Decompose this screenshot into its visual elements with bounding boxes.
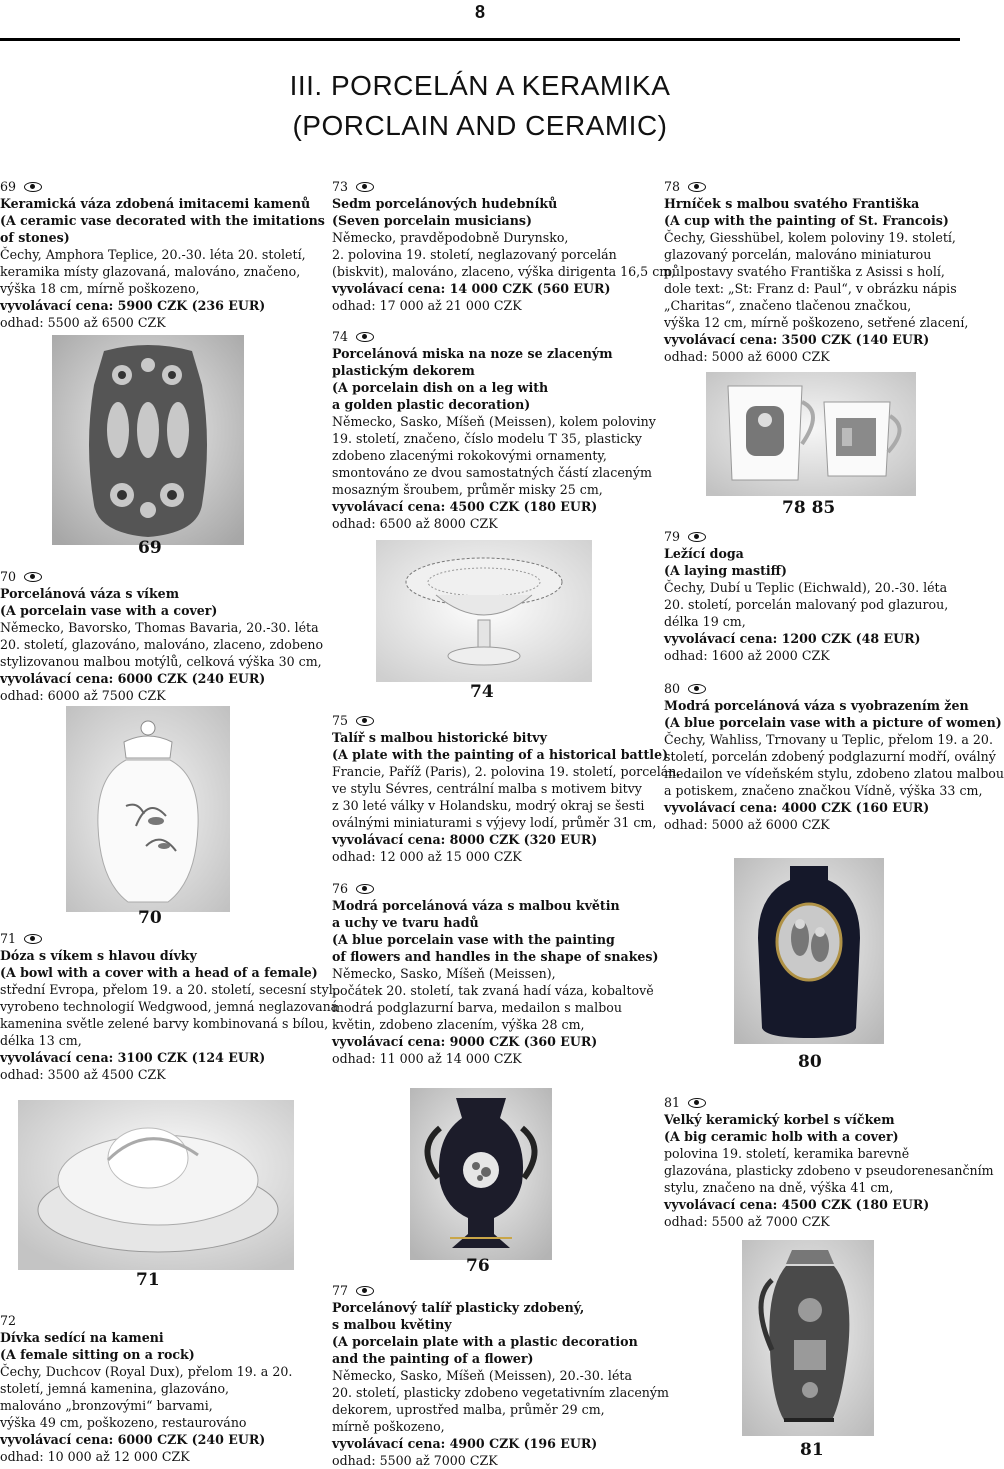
lot-price: vyvolávací cena: 4500 CZK (180 EUR): [332, 499, 598, 514]
lot-description: Německo, Sasko, Míšeň (Meissen), kolem poloviny: [332, 414, 656, 429]
lot-title-en: of flowers and handles in the shape of snakes): [332, 949, 659, 964]
lot-description: modrá podglazurní barva, medailon s malbou: [332, 1000, 622, 1015]
lot-description: výška 18 cm, mírně poškozeno,: [0, 281, 200, 296]
lot-description: Čechy, Duchcov (Royal Dux), přelom 19. a 20.: [0, 1364, 293, 1379]
section-title: III. PORCELÁN A KERAMIKA: [289, 70, 671, 101]
lot-number: 78: [664, 179, 681, 194]
lot-title-en: (A female sitting on a rock): [0, 1347, 195, 1362]
lot-title-cz: s malbou květiny: [332, 1317, 452, 1332]
lot-title-en: (A cup with the painting of St. Francois): [664, 213, 949, 228]
lot-description: délka 13 cm,: [0, 1033, 82, 1048]
lot-description: Čechy, Giesshübel, kolem poloviny 19. století,: [664, 230, 956, 245]
figure-caption: 78 85: [782, 498, 836, 518]
lot-description: Německo, Sasko, Míšeň (Meissen), 20.-30. léta: [332, 1368, 632, 1383]
lot-title-en: (A porcelain dish on a leg with: [332, 380, 549, 395]
lot-price: vyvolávací cena: 8000 CZK (320 EUR): [332, 832, 598, 847]
lot-description: keramika místy glazovaná, malováno, značeno,: [0, 264, 301, 279]
lot-description: 2. polovina 19. století, neglazovaný porcelán: [332, 247, 617, 262]
lot-title-en: a golden plastic decoration): [332, 397, 531, 412]
lot-75: [332, 712, 681, 865]
lot-description: oválnými miniaturami s výjevy lodí, průměr 31 cm,: [332, 815, 657, 830]
lot-description: století, jemná kamenina, glazováno,: [0, 1381, 230, 1396]
eye-icon[interactable]: [24, 182, 42, 192]
lot-title-cz: Porcelánový talíř plasticky zdobený,: [332, 1300, 585, 1315]
eye-icon[interactable]: [24, 934, 42, 944]
lot-title-cz: Modrá porcelánová váza s malbou květin: [332, 898, 620, 913]
lot-title-cz: Talíř s malbou historické bitvy: [332, 730, 547, 745]
lot-title-en: and the painting of a flower): [332, 1351, 534, 1366]
lot-title-en: (A laying mastiff): [664, 563, 787, 578]
lot-description: mosazným šroubem, průměr misky 25 cm,: [332, 482, 603, 497]
lot-description: (biskvit), malováno, zlaceno, výška dirigenta 16,5 cm,: [332, 264, 676, 279]
lot-title-en: of stones): [0, 230, 70, 245]
lot-description: vyrobeno technologií Wedgwood, jemná neglazovaná: [0, 999, 339, 1014]
lot-title-cz: Modrá porcelánová váza s vyobrazením žen: [664, 698, 969, 713]
lot-description: 20. století, porcelán malovaný pod glazurou,: [664, 597, 949, 612]
lot-title-cz: Dóza s víkem s hlavou dívky: [0, 948, 197, 963]
section-subtitle: (PORCLAIN AND CERAMIC): [292, 110, 668, 141]
lot-number: 79: [664, 529, 681, 544]
lot-title-cz: Porcelánová miska na noze se zlaceným: [332, 346, 613, 361]
lot-description: Německo, Sasko, Míšeň (Meissen),: [332, 966, 556, 981]
lot-description: glazovaný porcelán, malováno miniaturou: [664, 247, 932, 262]
figure-caption: 71: [136, 1270, 160, 1290]
figure-caption: 76: [466, 1256, 490, 1276]
lot-number: 69: [0, 179, 17, 194]
lot-price: vyvolávací cena: 14 000 CZK (560 EUR): [332, 281, 611, 296]
lot-description: z 30 leté války v Holandsku, modrý okraj se šesti: [332, 798, 645, 813]
eye-icon[interactable]: [24, 572, 42, 582]
lot-description: Německo, pravděpodobně Durynsko,: [332, 230, 569, 245]
eye-icon[interactable]: [688, 532, 706, 542]
lot-description: mírně poškozeno,: [332, 1419, 445, 1434]
lot-title-cz: a uchy ve tvaru hadů: [332, 915, 479, 930]
lot-description: výška 12 cm, mírně poškozeno, setřené zlacení,: [664, 315, 969, 330]
lot-72: [0, 1312, 300, 1465]
lot-description: Německo, Bavorsko, Thomas Bavaria, 20.-30. léta: [0, 620, 319, 635]
photo-porcelain-dish: [376, 540, 592, 682]
lot-price: vyvolávací cena: 6000 CZK (240 EUR): [0, 671, 266, 686]
eye-icon[interactable]: [356, 182, 374, 192]
lot-number: 75: [332, 713, 349, 728]
lot-price: vyvolávací cena: 4500 CZK (180 EUR): [664, 1197, 930, 1212]
lot-estimate: odhad: 5000 až 6000 CZK: [664, 349, 830, 364]
lot-title-cz: Hrníček s malbou svatého Františka: [664, 196, 920, 211]
lot-76: [332, 880, 659, 1067]
eye-icon[interactable]: [356, 1286, 374, 1296]
lot-title-en: (A plate with the painting of a historical battle): [332, 747, 669, 762]
lot-title-en: (A porcelain plate with a plastic decoration: [332, 1334, 638, 1349]
lot-description: stylu, značeno na dně, výška 41 cm,: [664, 1180, 894, 1195]
lot-price: vyvolávací cena: 1200 CZK (48 EUR): [664, 631, 921, 646]
eye-icon[interactable]: [688, 1098, 706, 1108]
lot-description: délka 19 cm,: [664, 614, 746, 629]
lot-title-en: (A porcelain vase with a cover): [0, 603, 218, 618]
photo-snake-handle-vase: [410, 1088, 552, 1260]
eye-icon[interactable]: [688, 684, 706, 694]
lot-description: 20. století, plasticky zdobeno vegetativním zlaceným: [332, 1385, 669, 1400]
lot-description: malováno „bronzovými“ barvami,: [0, 1398, 213, 1413]
lot-price: vyvolávací cena: 4900 CZK (196 EUR): [332, 1436, 598, 1451]
figure-caption: 80: [798, 1052, 822, 1072]
lot-description: Čechy, Wahliss, Trnovany u Teplic, přelom 19. a 20.: [664, 732, 993, 747]
lot-69: [0, 178, 325, 331]
lot-description: výška 49 cm, poškozeno, restaurováno: [0, 1415, 247, 1430]
lot-estimate: odhad: 3500 až 4500 CZK: [0, 1067, 166, 1082]
figure-caption: 81: [800, 1440, 824, 1460]
lot-title-cz: plastickým dekorem: [332, 363, 475, 378]
figure-caption: 74: [470, 682, 494, 702]
lot-description: dekorem, uprostřed malba, průměr 29 cm,: [332, 1402, 605, 1417]
lot-title-en: (A big ceramic holb with a cover): [664, 1129, 899, 1144]
lot-title-en: (A blue porcelain vase with the painting: [332, 932, 615, 947]
lot-title-en: (A blue porcelain vase with a picture of women): [664, 715, 1002, 730]
photo-blue-vase-women: [734, 858, 884, 1044]
lot-number: 72: [0, 1313, 17, 1328]
photo-bowl-with-head: [18, 1100, 294, 1270]
lot-description: stylizovanou malbou motýlů, celková výška 30 cm,: [0, 654, 322, 669]
figure-caption: 70: [138, 908, 162, 928]
lot-description: Čechy, Dubí u Teplic (Eichwald), 20.-30. léta: [664, 580, 948, 595]
lot-estimate: odhad: 5500 až 7000 CZK: [332, 1453, 498, 1468]
lot-description: půlpostavy svatého Františka z Asissi s holí,: [664, 264, 945, 279]
lot-78: [664, 178, 969, 365]
lot-estimate: odhad: 5000 až 6000 CZK: [664, 817, 830, 832]
lot-price: vyvolávací cena: 3500 CZK (140 EUR): [664, 332, 930, 347]
lot-title-en: (A ceramic vase decorated with the imitations: [0, 213, 325, 228]
lot-number: 77: [332, 1283, 349, 1298]
lot-number: 80: [664, 681, 681, 696]
lot-number: 74: [332, 329, 349, 344]
lot-estimate: odhad: 5500 až 6500 CZK: [0, 315, 166, 330]
photo-ceramic-tankard: [742, 1240, 874, 1436]
lot-title-en: (Seven porcelain musicians): [332, 213, 532, 228]
lot-estimate: odhad: 6000 až 7500 CZK: [0, 688, 166, 703]
photo-porcelain-vase-lid: [66, 706, 230, 912]
figure-caption: 69: [138, 538, 162, 558]
lot-title-cz: Sedm porcelánových hudebníků: [332, 196, 558, 211]
lot-number: 70: [0, 569, 17, 584]
lot-description: medailon ve vídeňském stylu, zdobeno zlatou malbou: [664, 766, 1004, 781]
lot-title-cz: Velký keramický korbel s víčkem: [664, 1112, 895, 1127]
lot-description: polovina 19. století, keramika barevně: [664, 1146, 910, 1161]
header-rule: [0, 38, 960, 41]
lot-estimate: odhad: 17 000 až 21 000 CZK: [332, 298, 522, 313]
lot-80: [664, 680, 1004, 833]
lot-description: 20. století, glazováno, malováno, zlaceno, zdobeno: [0, 637, 324, 652]
lot-description: ve stylu Sévres, centrální malba s motivem bitvy: [332, 781, 642, 796]
lot-estimate: odhad: 5500 až 7000 CZK: [664, 1214, 830, 1229]
lot-estimate: odhad: 12 000 až 15 000 CZK: [332, 849, 522, 864]
lot-number: 73: [332, 179, 349, 194]
lot-description: „Charitas“, značeno tlačenou značkou,: [664, 298, 912, 313]
lot-description: glazována, plasticky zdobeno v pseudorenesančním: [664, 1163, 994, 1178]
lot-price: vyvolávací cena: 6000 CZK (240 EUR): [0, 1432, 266, 1447]
lot-77: [332, 1282, 669, 1469]
lot-price: vyvolávací cena: 3100 CZK (124 EUR): [0, 1050, 266, 1065]
eye-icon[interactable]: [688, 182, 706, 192]
lot-71: [0, 930, 339, 1083]
lot-70: [0, 568, 324, 704]
lot-title-cz: Porcelánová váza s víkem: [0, 586, 180, 601]
eye-icon[interactable]: [356, 716, 374, 726]
lot-79: [664, 528, 964, 664]
lot-estimate: odhad: 11 000 až 14 000 CZK: [332, 1051, 522, 1066]
lot-description: století, porcelán zdobený podglazurní modří, oválný: [664, 749, 996, 764]
lot-description: a potiskem, značeno značkou Vídně, výška 33 cm,: [664, 783, 983, 798]
lot-estimate: odhad: 6500 až 8000 CZK: [332, 516, 498, 531]
lot-title-cz: Keramická váza zdobená imitacemi kamenů: [0, 196, 311, 211]
lot-74: [332, 328, 656, 532]
lot-title-cz: Dívka sedící na kameni: [0, 1330, 164, 1345]
lot-description: střední Evropa, přelom 19. a 20. století, secesní styl,: [0, 982, 337, 997]
lot-number: 76: [332, 881, 349, 896]
photo-ceramic-vase: [52, 335, 244, 545]
lot-price: vyvolávací cena: 5900 CZK (236 EUR): [0, 298, 266, 313]
photo-two-cups: [706, 372, 916, 496]
lot-number: 71: [0, 931, 17, 946]
lot-description: Čechy, Amphora Teplice, 20.-30. léta 20. století,: [0, 247, 306, 262]
lot-title-cz: Ležící doga: [664, 546, 744, 561]
lot-estimate: odhad: 10 000 až 12 000 CZK: [0, 1449, 190, 1464]
lot-description: dole text: „St: Franz d: Paul“, v obrázku nápis: [664, 281, 957, 296]
lot-price: vyvolávací cena: 9000 CZK (360 EUR): [332, 1034, 598, 1049]
lot-price: vyvolávací cena: 4000 CZK (160 EUR): [664, 800, 930, 815]
lot-description: počátek 20. století, tak zvaná hadí váza, kobaltově: [332, 983, 654, 998]
page-number: 8: [474, 2, 485, 22]
lot-description: kamenina světle zelené barvy kombinovaná s bílou,: [0, 1016, 329, 1031]
eye-icon[interactable]: [356, 884, 374, 894]
lot-title-en: (A bowl with a cover with a head of a female): [0, 965, 318, 980]
eye-icon[interactable]: [356, 332, 374, 342]
lot-description: květin, zdobeno zlacením, výška 28 cm,: [332, 1017, 585, 1032]
lot-description: Francie, Paříž (Paris), 2. polovina 19. století, porcelán,: [332, 764, 681, 779]
lot-description: zdobeno zlacenými rokokovými ornamenty,: [332, 448, 607, 463]
lot-description: 19. století, značeno, číslo modelu T 35, plasticky: [332, 431, 642, 446]
lot-description: smontováno ze dvou samostatných částí zlaceným: [332, 465, 652, 480]
lot-81: [664, 1094, 994, 1230]
lot-estimate: odhad: 1600 až 2000 CZK: [664, 648, 830, 663]
lot-number: 81: [664, 1095, 681, 1110]
